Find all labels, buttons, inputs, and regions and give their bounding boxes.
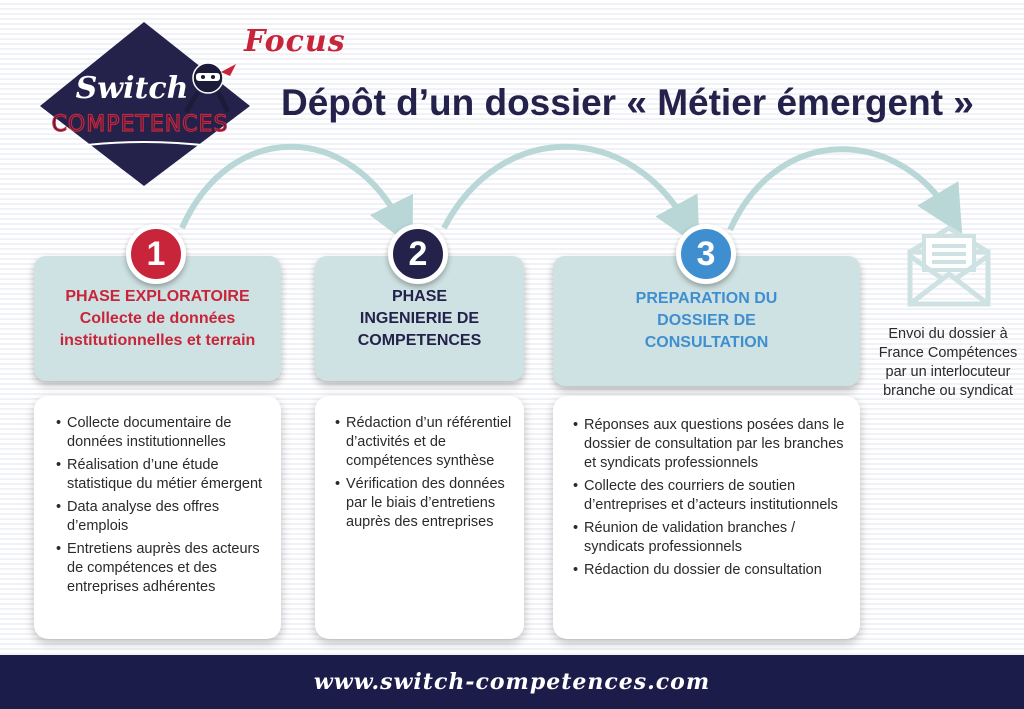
footer-url-link[interactable]: www.switch-competences.com [313, 669, 711, 695]
logo-switch-text: Switch [75, 71, 189, 106]
phase-1-subtitle-line-2: institutionnelles et terrain [59, 331, 256, 349]
phase-2-title-line-1: PHASE [391, 287, 448, 305]
phase-3-title-line-2: DOSSIER DE [657, 312, 756, 329]
list-item: • Réalisation d’une étude statistique du métier émergent [58, 456, 267, 494]
phase-3-title-line-3: CONSULTATION [644, 334, 769, 351]
phase-2-title-line-3: COMPETENCES [357, 331, 482, 349]
focus-label: Focus [244, 24, 346, 59]
phase-3-number-badge: 3 [676, 224, 736, 284]
list-item: • Collecte des courriers de soutien d’entreprises et d’acteurs institutionnels [575, 477, 846, 515]
envelope-icon [906, 222, 992, 308]
logo-competences-text: COMPETENCES [51, 112, 229, 137]
phase-1-subtitle-line-1: Collecte de données [79, 309, 236, 327]
list-item: • Data analyse des offres d’emplois [58, 498, 267, 536]
phase-2-details [315, 396, 524, 639]
list-item: • Entretiens auprès des acteurs de compétences et des entreprises adhérentes [58, 540, 267, 597]
phase-1-number-badge: 1 [126, 224, 186, 284]
list-item: • Rédaction d’un référentiel d’activités et de compétences synthèse [337, 414, 512, 471]
switch-competences-logo [38, 20, 252, 188]
final-step-text: Envoi du dossier à France Compétences par un interlocuteur branche ou syndicat [878, 326, 1018, 399]
phase-3-title-line-1: PREPARATION DU [635, 290, 778, 307]
phase-2-title-line-2: INGENIERIE DE [359, 309, 480, 327]
list-item: • Réunion de validation branches / syndicats professionnels [575, 519, 846, 557]
list-item: • Collecte documentaire de données institutionnelles [58, 414, 267, 452]
phase-1-title: PHASE EXPLORATOIRE [65, 287, 250, 305]
list-item: • Réponses aux questions posées dans le dossier de consultation par les branches et syndicats professionnels [575, 416, 846, 473]
phase-3-details [553, 396, 860, 639]
footer [0, 655, 1024, 709]
phase-1-details [34, 396, 281, 639]
page-title: Dépôt d’un dossier « Métier émergent » [281, 82, 974, 123]
list-item: • Rédaction du dossier de consultation [575, 561, 846, 580]
phase-2-number-badge: 2 [388, 224, 448, 284]
list-item: • Vérification des données par le biais d’entretiens auprès des entreprises [337, 475, 512, 532]
